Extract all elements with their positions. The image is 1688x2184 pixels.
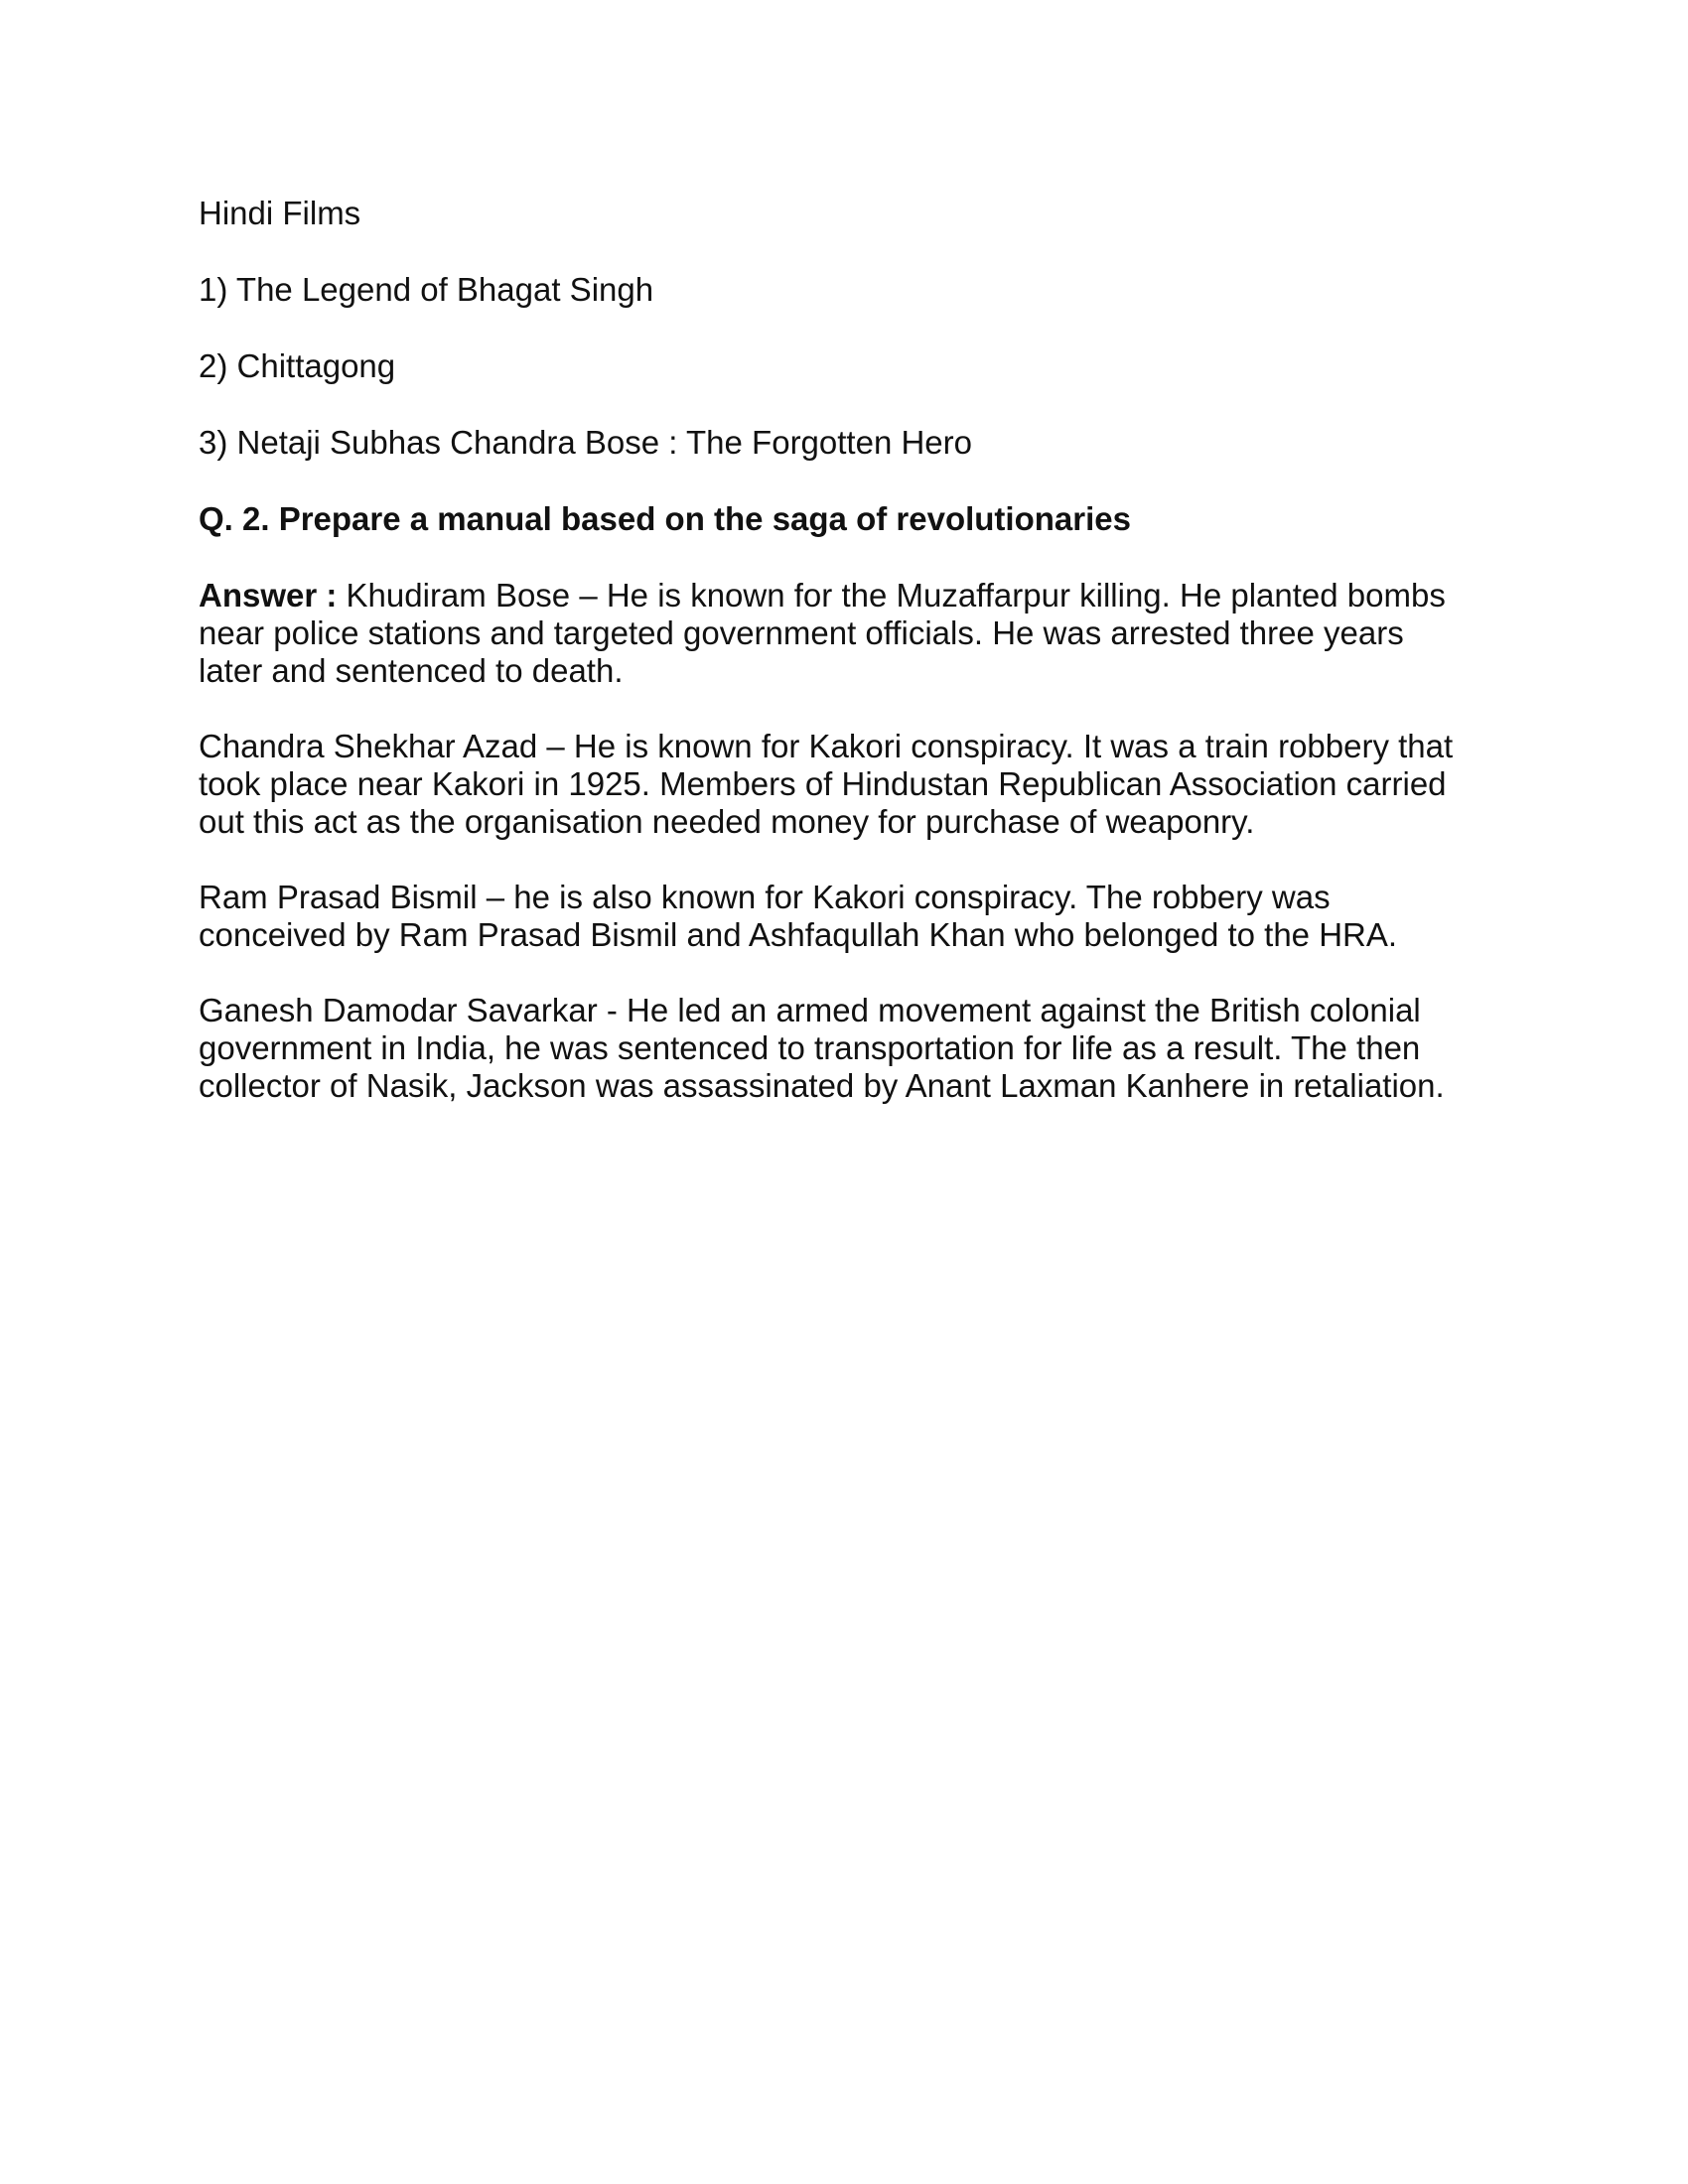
paragraph-line: conceived by Ram Prasad Bismil and Ashfaqullah Khan who belonged to the HRA. xyxy=(199,916,1398,953)
paragraph-line: Ram Prasad Bismil – he is also known for Kakori conspiracy. The robbery was xyxy=(199,879,1331,915)
document-page xyxy=(199,195,1489,1143)
section-title: Hindi Films xyxy=(199,195,361,231)
paragraph-line: took place near Kakori in 1925. Members of Hindustan Republican Association carried xyxy=(199,765,1447,802)
paragraph-line: out this act as the organisation needed money for purchase of weaponry. xyxy=(199,803,1255,840)
question-heading: Q. 2. Prepare a manual based on the saga of revolutionaries xyxy=(199,500,1131,537)
paragraph-line-text: Khudiram Bose – He is known for the Muzaffarpur killing. He planted bombs xyxy=(337,577,1446,614)
paragraph-line: collector of Nasik, Jackson was assassinated by Anant Laxman Kanhere in retaliation. xyxy=(199,1067,1445,1104)
film-list-item-3: 3) Netaji Subhas Chandra Bose : The Forgotten Hero xyxy=(199,424,972,461)
paragraph-line: Chandra Shekhar Azad – He is known for Kakori conspiracy. It was a train robbery that xyxy=(199,728,1454,764)
paragraph-line: government in India, he was sentenced to transportation for life as a result. The then xyxy=(199,1029,1421,1066)
answer-paragraph-ram-prasad-bismil xyxy=(199,879,1489,954)
answer-paragraph-chandra-shekhar-azad xyxy=(199,728,1489,841)
answer-paragraph-khudiram-bose xyxy=(199,577,1489,690)
film-list-item-2: 2) Chittagong xyxy=(199,347,396,384)
paragraph-line: later and sentenced to death. xyxy=(199,652,624,689)
paragraph-line: Ganesh Damodar Savarkar - He led an armed movement against the British colonial xyxy=(199,992,1421,1028)
answer-label: Answer : xyxy=(199,577,338,614)
paragraph-line xyxy=(199,577,1489,614)
film-list-item-1: 1) The Legend of Bhagat Singh xyxy=(199,271,654,308)
answer-paragraph-ganesh-damodar-savarkar xyxy=(199,992,1489,1105)
paragraph-line: near police stations and targeted government officials. He was arrested three years xyxy=(199,614,1404,651)
